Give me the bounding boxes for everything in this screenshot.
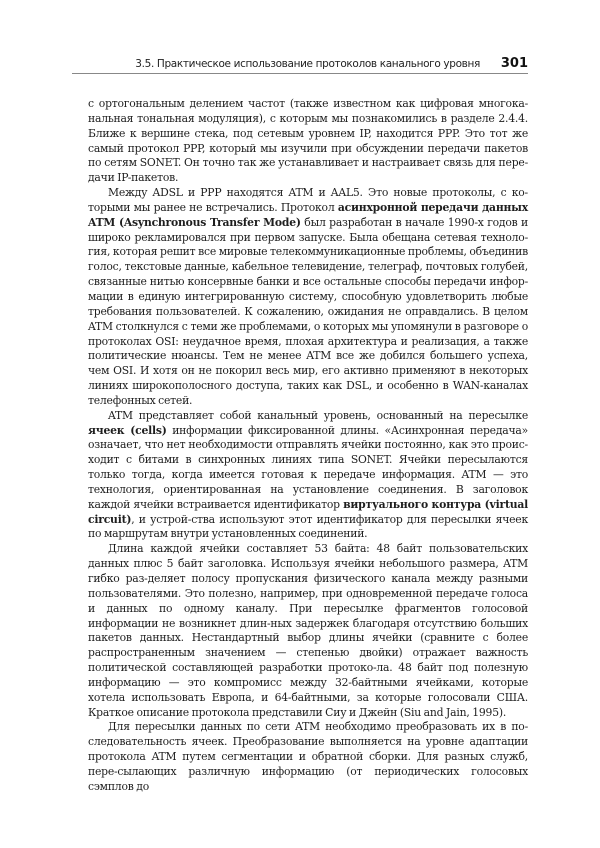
page-number: 301	[500, 56, 528, 71]
term-atm: асинхронной передачи данных ATM (Asynchronous Transfer Mode)	[88, 200, 529, 229]
text-run: , и устрой-ства используют этот идентификатор для пересылки ячеек по маршрутам внутри установленных соединений.	[88, 512, 528, 541]
text-run: с ортогональным делением частот (также известном как цифровая многока-нальная тональная модуляция), с которым мы познакомились в разделе 2.4.4. Ближе к вершине стека, под сетевым уровнем IP, находится PPP. Это тот же самый протокол PPP, который мы изучили при обсуждении передачи пакетов по сетям SONET. Он точно так же устанавливает и настраивает связь для пере-дачи IP-пакетов.	[88, 97, 528, 185]
term-virtual-circuit: виртуального контура (virtual circuit)	[88, 497, 528, 526]
text-run: Между ADSL и PPP находятся ATM и AAL5. Это новые протоколы, с ко-торыми мы ранее не встречались. Протокол	[88, 186, 528, 214]
text-run: информации фиксированной длины. «Асинхронная передача» означает, что нет необходимости отправлять ячейки постоянно, как это проис-ходит с битами в синхронных линиях типа SONET. Ячейки пересылаются только тогда, когда имеется готовая к передаче информация. ATM — это технология, ориентированная на установление соединения. В заголовок каждой ячейки встраивается идентификатор	[88, 423, 528, 511]
text-run: был разработан в начале 1990-х годов и широко рекламировался при первом запуске. Была обещана сетевая техноло-гия, которая решит все мировые телекоммуникационные проблемы, объединив голос, текстовые данные, кабельное телевидение, телеграф, почтовых голубей, связанные нитью консервные банки и все остальные способы передачи инфор-мации в единую интегрированную систему, способную удовлетворить любые требования пользователей. К сожалению, ожидания не оправдались. В целом ATM столкнулся с теми же проблемами, о которых мы упомянули в разговоре о протоколах OSI: неудачное время, плохая архитектура и реализация, а также политические нюансы. Тем не менее ATM все же добился большего успеха, чем OSI. И хотя он не покорил весь мир, его активно применяют в некоторых линиях широкополосного доступа, таких как DSL, и особенно в WAN-каналах телефонных сетей.	[88, 215, 529, 407]
paragraph-5	[88, 720, 528, 794]
text-run: Длина каждой ячейки составляет 53 байта: 48 байт пользовательских данных плюс 5 байт заголовка. Используя ячейки небольшого размера, ATM гибко раз-деляет полосу пропускания физического канала между разными пользователями. Это полезно, например, при одновременной передаче голоса и данных по одному каналу. При пересылке фрагментов голосовой информации не возникнет длин-ных задержек благодаря отсутствию больших пакетов данных. Нестандартный выбор длины ячейки (сравните с более распространенным значением — степенью двойки) отражает важность политической составляющей разработки протоко-ла. 48 байт под полезную информацию — это компромисс между 32-байтными ячейками, которые хотела использовать Европа, и 64-байтными, за которые голосовали США. Краткое описание протокола представили Сиу и Джейн (Siu and Jain, 1995).	[88, 542, 528, 719]
running-head: 3.5. Практическое использование протоколов канального уровня	[135, 58, 480, 70]
text-run: Для пересылки данных по сети ATM необходимо преобразовать их в по-следовательность ячеек. Преобразование выполняется на уровне адаптации протокола ATM путем сегментации и обратной сборки. Для разных служб, пере-сылающих различную информацию (от периодических голосовых сэмплов до	[88, 720, 528, 793]
term-cells: ячеек (cells)	[88, 423, 167, 437]
paragraph-2	[88, 186, 528, 409]
text-run: ATM представляет собой канальный уровень, основанный на пересылке	[108, 408, 528, 422]
body-text	[88, 97, 528, 795]
paragraph-3	[88, 409, 528, 543]
paragraph-4	[88, 542, 528, 720]
paragraph-1	[88, 97, 528, 186]
page-header	[72, 55, 528, 74]
